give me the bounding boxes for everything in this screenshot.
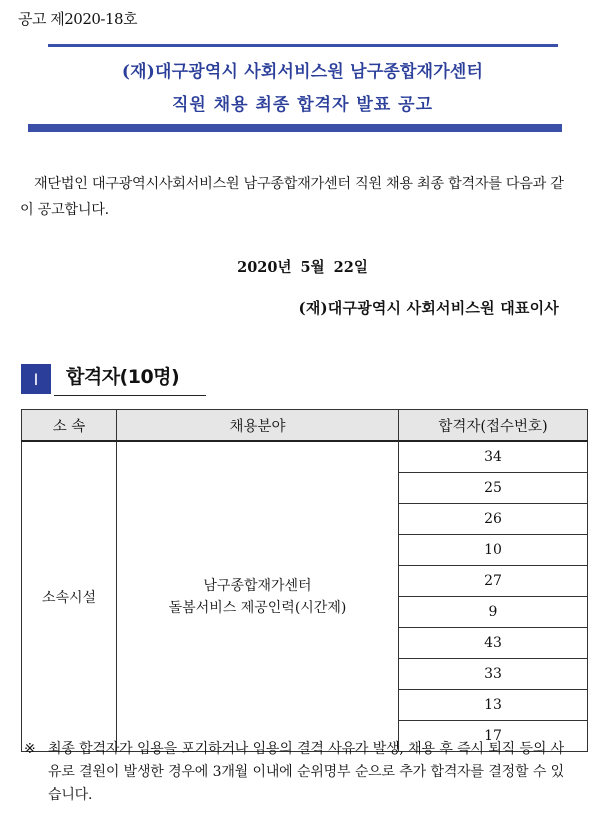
field-line-1: 남구종합재가센터 <box>203 577 312 594</box>
intro-paragraph <box>20 171 568 223</box>
field-line-2: 돌봄서비스 제공인력(시간제) <box>168 599 347 616</box>
applicant-number: 34 <box>399 441 588 473</box>
intro-paragraph-text: 재단법인 대구광역시사회서비스원 남구종합재가센터 직원 채용 최종 합격자를 다음과 같이 공고합니다. <box>20 176 564 218</box>
applicant-number: 13 <box>399 690 588 721</box>
header-rule-thick <box>28 124 562 132</box>
results-table <box>21 409 588 752</box>
header-field: 채용분야 <box>117 410 399 442</box>
applicant-number: 26 <box>399 504 588 535</box>
applicant-number: 17 <box>399 721 588 752</box>
header-rule-thin <box>48 44 558 47</box>
notice-number: 공고 제2020-18호 <box>18 10 138 28</box>
applicant-number: 25 <box>399 473 588 504</box>
header-applicants: 합격자(접수번호) <box>399 410 588 442</box>
applicant-number: 43 <box>399 628 588 659</box>
section-title: 합격자(10명) <box>66 366 180 388</box>
applicant-number: 33 <box>399 659 588 690</box>
affiliation-cell: 소속시설 <box>22 441 117 752</box>
footnote <box>24 738 564 807</box>
applicant-number: 10 <box>399 535 588 566</box>
applicant-number: 27 <box>399 566 588 597</box>
section-underline <box>54 395 206 396</box>
signature: (재)대구광역시 사회서비스원 대표이사 <box>298 299 559 317</box>
field-cell <box>117 441 399 752</box>
title-line-2: 직원 채용 최종 합격자 발표 공고 <box>171 95 434 115</box>
footnote-text: 최종 합격자가 임용을 포기하거나 임용의 결격 사유가 발생, 채용 후 즉시 퇴직 등의 사유로 결원이 발생한 경우에 3개월 이내에 순위명부 순으로 추가 합격자를 결정할 수 있습니다. <box>48 741 564 803</box>
title-line-1: (재)대구광역시 사회서비스원 남구종합재가센터 <box>121 62 484 82</box>
section-badge: Ⅰ <box>21 364 51 394</box>
table-row <box>22 441 588 473</box>
table-header-row <box>22 410 588 442</box>
header-affiliation: 소 속 <box>22 410 117 442</box>
announcement-date: 2020년 5월 22일 <box>237 259 368 276</box>
footnote-mark: ※ <box>24 741 36 757</box>
applicant-number: 9 <box>399 597 588 628</box>
